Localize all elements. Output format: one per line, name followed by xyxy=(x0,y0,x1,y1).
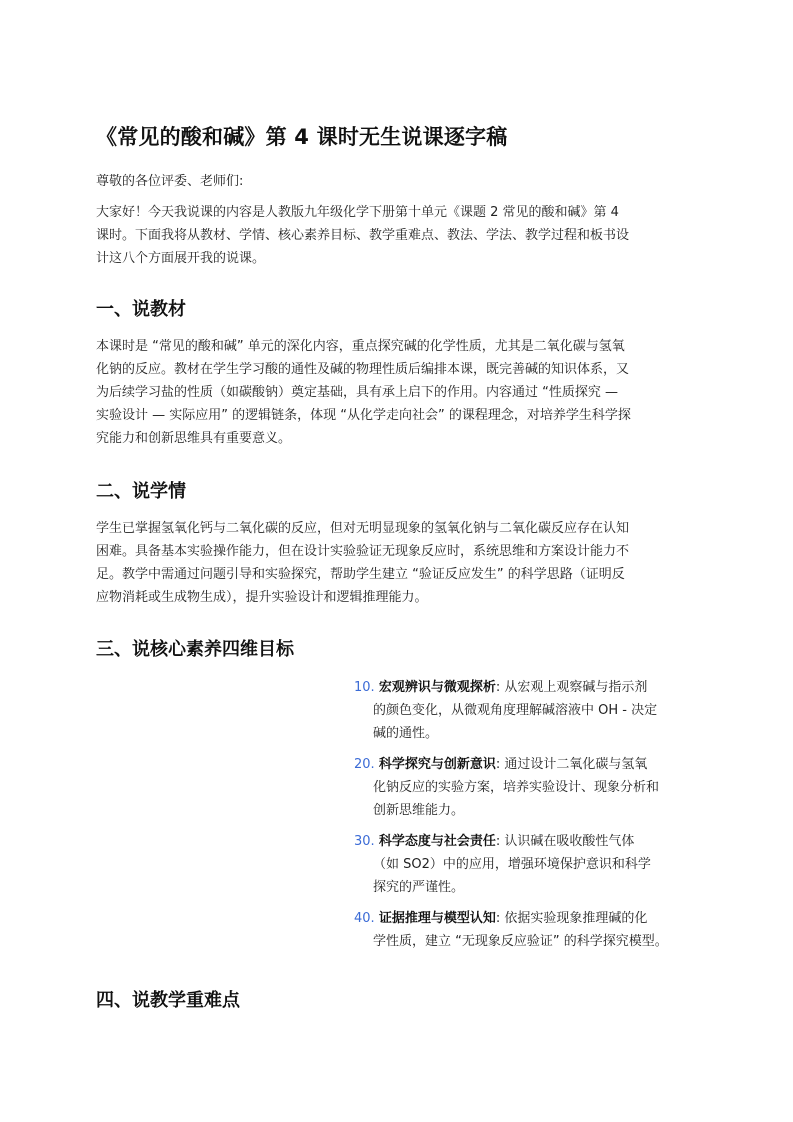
goal-text: 碱的通性。 xyxy=(373,726,439,741)
goal-text: 创新思维能力。 xyxy=(373,803,465,818)
paragraph-line: 化钠的反应。教材在学生学习酸的通性及碱的物理性质后编排本课，既完善碱的知识体系，又 xyxy=(96,362,630,377)
paragraph-line: 学生已掌握氢氧化钙与二氧化碳的反应，但对无明显现象的氢氧化钠与二氧化碳反应存在认知 xyxy=(96,521,630,536)
textbook-paragraph xyxy=(96,335,708,450)
intro-paragraph xyxy=(96,201,708,270)
goal-text: 的颜色变化，从微观角度理解碱溶液中 OH - 决定 xyxy=(373,703,658,718)
paragraph-line: 实验设计 — 实际应用” 的逻辑链条，体现 “从化学走向社会” 的课程理念，对培养学生科学探 xyxy=(96,408,631,423)
goal-text: : 认识碱在吸收酸性气体 xyxy=(495,834,635,849)
goal-item xyxy=(354,753,714,822)
paragraph-line: 究能力和创新思维具有重要意义。 xyxy=(96,431,292,446)
goal-item xyxy=(354,830,714,899)
section-heading-goals: 三、说核心素养四维目标 xyxy=(96,639,294,660)
goal-text: 化钠反应的实验方案，培养实验设计、现象分析和 xyxy=(373,780,660,795)
goal-label: 证据推理与模型认知 xyxy=(378,911,496,926)
intro-line: 计这八个方面展开我的说课。 xyxy=(96,251,266,266)
intro-line: 大家好！今天我说课的内容是人教版九年级化学下册第十单元《课题 2 常见的酸和碱》第 4 xyxy=(96,205,619,220)
greeting: 尊敬的各位评委、老师们: xyxy=(96,174,244,189)
section-heading-textbook: 一、说教材 xyxy=(96,299,186,320)
goal-number: 20. xyxy=(354,757,375,772)
goals-list xyxy=(354,676,714,961)
goal-text: : 通过设计二氧化碳与氢氧 xyxy=(495,757,648,772)
paragraph-line: 本课时是 “常见的酸和碱” 单元的深化内容，重点探究碱的化学性质，尤其是二氧化碳与氢氧 xyxy=(96,339,625,354)
goal-label: 科学探究与创新意识 xyxy=(378,757,496,772)
section-heading-students: 二、说学情 xyxy=(96,481,186,502)
intro-line: 课时。下面我将从教材、学情、核心素养目标、教学重难点、教法、学法、教学过程和板书设 xyxy=(96,228,630,243)
document-title: 《常见的酸和碱》第 4 课时无生说课逐字稿 xyxy=(96,125,508,149)
students-paragraph xyxy=(96,517,708,609)
section-heading-difficulties: 四、说教学重难点 xyxy=(96,990,240,1011)
goal-number: 40. xyxy=(354,911,375,926)
goal-text: : 依据实验现象推理碱的化 xyxy=(495,911,648,926)
goal-text: : 从宏观上观察碱与指示剂 xyxy=(495,680,648,695)
paragraph-line: 足。教学中需通过问题引导和实验探究，帮助学生建立 “验证反应发生” 的科学思路（证明反 xyxy=(96,567,625,582)
goal-item xyxy=(354,907,714,953)
goal-text: 学性质，建立 “无现象反应验证” 的科学探究模型。 xyxy=(373,934,668,949)
paragraph-line: 应物消耗或生成物生成），提升实验设计和逻辑推理能力。 xyxy=(96,590,428,605)
goal-text: （如 SO2）中的应用，增强环境保护意识和科学 xyxy=(373,857,651,872)
goal-number: 10. xyxy=(354,680,375,695)
paragraph-line: 为后续学习盐的性质（如碳酸钠）奠定基础，具有承上启下的作用。内容通过 “性质探究 — xyxy=(96,385,619,400)
goal-item xyxy=(354,676,714,745)
goal-number: 30. xyxy=(354,834,375,849)
paragraph-line: 困难。具备基本实验操作能力，但在设计实验验证无现象反应时，系统思维和方案设计能力不 xyxy=(96,544,630,559)
goal-label: 科学态度与社会责任 xyxy=(378,834,496,849)
goal-text: 探究的严谨性。 xyxy=(373,880,465,895)
goal-label: 宏观辨识与微观探析 xyxy=(378,680,496,695)
